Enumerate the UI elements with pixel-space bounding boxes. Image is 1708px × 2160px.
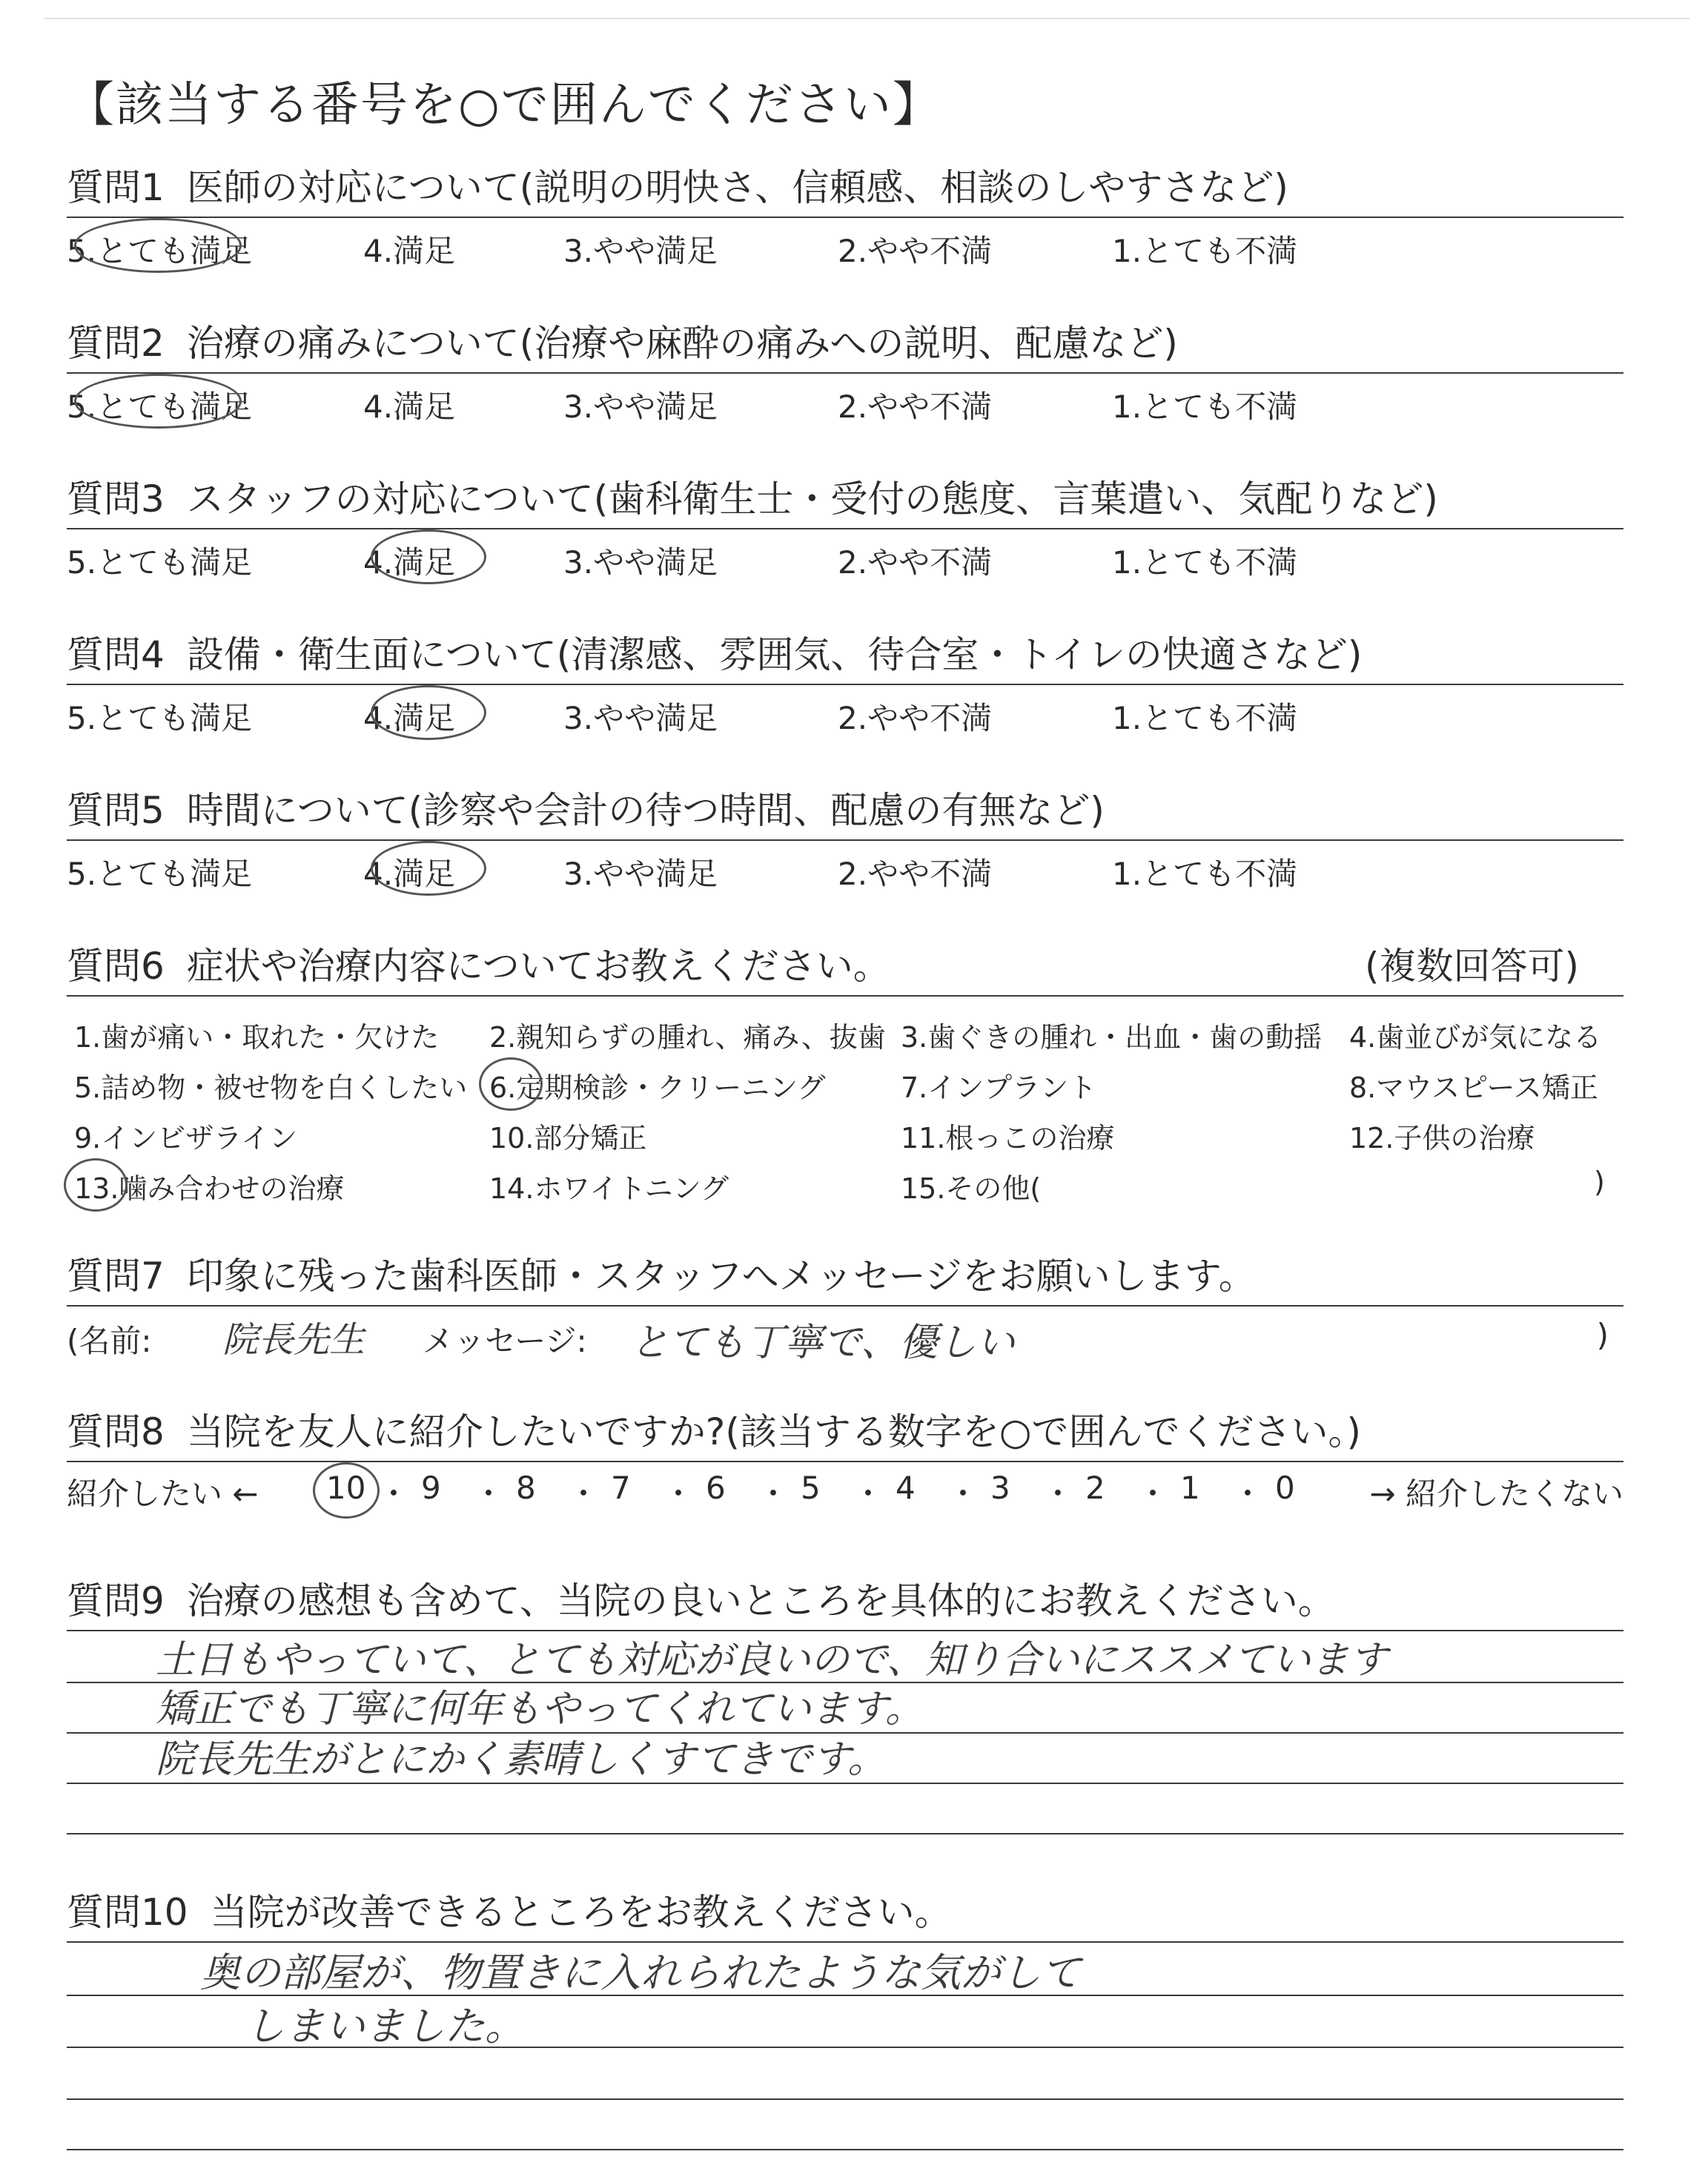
symptom-option[interactable]: 10.部分矯正 <box>489 1122 647 1155</box>
symptom-option[interactable]: 14.ホワイトニング <box>489 1172 729 1205</box>
scale-separator: ・ <box>853 1476 884 1512</box>
rating-option[interactable]: 4.満足 <box>363 544 456 581</box>
name-value: 院長先生 <box>222 1319 365 1361</box>
question-title: 当院を友人に紹介したいですか?(該当する数字を○で囲んでください。) <box>186 1410 1361 1453</box>
symptom-option[interactable]: 1.歯が痛い・取れた・欠けた <box>74 1021 440 1054</box>
question-number: 質問8 <box>67 1410 165 1453</box>
scale-value[interactable]: 9 <box>421 1470 441 1506</box>
rating-option[interactable]: 1.とても不満 <box>1112 389 1298 425</box>
selected-circle-mark <box>74 374 242 429</box>
scan-edge-line <box>44 18 1690 19</box>
question-title: 時間について(診察や会計の待つ時間、配慮の有無など) <box>186 789 1105 832</box>
question-number: 質問7 <box>67 1255 165 1298</box>
scale-value[interactable]: 7 <box>611 1470 631 1506</box>
question-title: 印象に残った歯科医師・スタッフへメッセージをお願いします。 <box>186 1255 1256 1298</box>
question-number: 質問9 <box>67 1579 165 1622</box>
symptom-option[interactable]: 4.歯並びが気になる <box>1349 1021 1602 1054</box>
question-title: 症状や治療内容についてお教えください。 <box>186 945 890 988</box>
question-number: 質問3 <box>67 478 165 521</box>
handwritten-answer-line: 矯正でも丁寧に何年もやってくれています。 <box>156 1687 924 1731</box>
scale-value[interactable]: 0 <box>1275 1470 1295 1506</box>
question-number: 質問2 <box>67 322 165 365</box>
selected-circle-mark <box>479 1057 543 1111</box>
rating-option[interactable]: 2.やや不満 <box>838 856 993 892</box>
rating-option[interactable]: 5.とても満足 <box>67 389 253 425</box>
rating-option[interactable]: 2.やや不満 <box>838 544 993 581</box>
rating-option[interactable]: 4.満足 <box>363 389 456 425</box>
name-label: (名前: <box>67 1323 152 1359</box>
scale-value[interactable]: 6 <box>706 1470 726 1506</box>
question-number: 質問10 <box>67 1891 188 1934</box>
rating-option[interactable]: 3.やや満足 <box>563 544 718 581</box>
question-number: 質問4 <box>67 633 165 676</box>
rating-option[interactable]: 1.とても不満 <box>1112 856 1298 892</box>
scale-value[interactable]: 10 <box>326 1470 366 1506</box>
symptom-option[interactable]: 13.噛み合わせの治療 <box>74 1172 345 1205</box>
message-row <box>67 1307 1623 1366</box>
close-paren: ) <box>1596 1317 1609 1353</box>
rating-option[interactable]: 4.満足 <box>363 233 456 269</box>
question-number: 質問1 <box>67 166 165 209</box>
rating-options <box>67 218 1623 271</box>
question-4 <box>67 632 1623 739</box>
recommend-scale <box>67 1462 1623 1516</box>
rating-option[interactable]: 1.とても不満 <box>1112 544 1298 581</box>
selected-circle-mark <box>371 529 486 584</box>
scale-separator: ・ <box>758 1476 790 1512</box>
symptom-option[interactable]: 15.その他( <box>901 1172 1042 1205</box>
question-2 <box>67 320 1623 427</box>
rating-option[interactable]: 3.やや満足 <box>563 700 718 736</box>
symptom-option[interactable]: ) <box>1594 1166 1605 1198</box>
rating-options <box>67 529 1623 583</box>
scale-left-label: 紹介したい ← <box>67 1476 259 1512</box>
selected-circle-mark <box>313 1462 380 1519</box>
symptom-option[interactable]: 8.マウスピース矯正 <box>1349 1071 1598 1104</box>
question-title: 治療の痛みについて(治療や麻酔の痛みへの説明、配慮など) <box>186 322 1178 365</box>
question-number: 質問6 <box>67 945 165 988</box>
rating-options <box>67 374 1623 427</box>
question-6 <box>67 943 1623 1212</box>
scale-value[interactable]: 1 <box>1180 1470 1200 1506</box>
symptom-option[interactable]: 7.インプラント <box>901 1071 1097 1104</box>
scale-separator: ・ <box>663 1476 695 1512</box>
scale-separator: ・ <box>473 1476 505 1512</box>
symptom-options <box>67 997 1623 1212</box>
scale-value[interactable]: 3 <box>990 1470 1010 1506</box>
multiple-answers-note: (複数回答可) <box>1364 945 1579 988</box>
scale-value[interactable]: 4 <box>896 1470 916 1506</box>
rating-option[interactable]: 2.やや不満 <box>838 233 993 269</box>
rating-option[interactable]: 5.とても満足 <box>67 700 253 736</box>
handwritten-answer-line: 院長先生がとにかく素晴しくすてきです。 <box>156 1737 887 1782</box>
rating-option[interactable]: 4.満足 <box>363 856 456 892</box>
rating-option[interactable]: 2.やや不満 <box>838 700 993 736</box>
question-title: 医師の対応について(説明の明快さ、信頼感、相談のしやすさなど) <box>186 166 1288 209</box>
selected-circle-mark <box>74 218 242 273</box>
handwritten-answer-line: 奥の部屋が、物置きに入れられたような気がして <box>200 1949 1081 1996</box>
selected-circle-mark <box>64 1158 128 1212</box>
question-7 <box>67 1253 1623 1366</box>
selected-circle-mark <box>371 841 486 896</box>
answer-line <box>67 1833 1623 1834</box>
symptom-option[interactable]: 9.インビザライン <box>74 1122 298 1155</box>
question-number: 質問5 <box>67 789 165 832</box>
rating-options <box>67 685 1623 739</box>
message-value: とても丁寧で、優しい <box>630 1321 1015 1365</box>
symptom-option[interactable]: 12.子供の治療 <box>1349 1122 1535 1155</box>
scale-value[interactable]: 5 <box>801 1470 821 1506</box>
scale-value[interactable]: 2 <box>1085 1470 1105 1506</box>
symptom-option[interactable]: 5.詰め物・被せ物を白くしたい <box>74 1071 468 1104</box>
scale-separator: ・ <box>1137 1476 1169 1512</box>
question-title: 当院が改善できるところをお教えください。 <box>210 1891 952 1934</box>
rating-option[interactable]: 3.やや満足 <box>563 233 718 269</box>
question-title: 治療の感想も含めて、当院の良いところを具体的にお教えください。 <box>186 1579 1335 1622</box>
rating-option[interactable]: 2.やや不満 <box>838 389 993 425</box>
scale-separator: ・ <box>568 1476 600 1512</box>
scale-separator: ・ <box>947 1476 979 1512</box>
symptom-option[interactable]: 3.歯ぐきの腫れ・出血・歯の動揺 <box>901 1021 1323 1054</box>
question-9 <box>67 1578 1623 1631</box>
scale-value[interactable]: 8 <box>516 1470 536 1506</box>
question-title: 設備・衛生面について(清潔感、雰囲気、待合室・トイレの快適さなど) <box>186 633 1363 676</box>
selected-circle-mark <box>371 685 486 740</box>
rating-option[interactable]: 5.とても満足 <box>67 856 253 892</box>
rating-options <box>67 841 1623 894</box>
scale-right-label: → 紹介したくない <box>1369 1476 1623 1512</box>
symptom-option[interactable]: 11.根っこの治療 <box>901 1122 1115 1155</box>
question-1 <box>67 165 1623 271</box>
handwritten-answer-line: しまいました。 <box>245 2003 525 2050</box>
scale-separator: ・ <box>1232 1476 1264 1512</box>
rating-option[interactable]: 5.とても満足 <box>67 544 253 581</box>
message-label: メッセージ: <box>423 1323 587 1359</box>
instruction-header: 【該当する番号を○で囲んでください】 <box>67 78 941 133</box>
question-8 <box>67 1409 1623 1516</box>
rating-option[interactable]: 3.やや満足 <box>563 389 718 425</box>
question-3 <box>67 476 1623 583</box>
question-5 <box>67 787 1623 894</box>
symptom-option[interactable]: 2.親知らずの腫れ、痛み、抜歯 <box>489 1021 886 1054</box>
symptom-option[interactable]: 6.定期検診・クリーニング <box>489 1071 826 1104</box>
handwritten-answer-line: 土日もやっていて、とても対応が良いので、知り合いにススメています <box>156 1638 1388 1682</box>
question-10 <box>67 1889 1623 1943</box>
rating-option[interactable]: 4.満足 <box>363 700 456 736</box>
rating-option[interactable]: 3.やや満足 <box>563 856 718 892</box>
answer-line <box>67 2149 1623 2150</box>
question-title: スタッフの対応について(歯科衛生士・受付の態度、言葉遣い、気配りなど) <box>186 478 1438 521</box>
scale-separator: ・ <box>1042 1476 1074 1512</box>
answer-line <box>67 2098 1623 2100</box>
rating-option[interactable]: 1.とても不満 <box>1112 233 1298 269</box>
rating-option[interactable]: 1.とても不満 <box>1112 700 1298 736</box>
rating-option[interactable]: 5.とても満足 <box>67 233 253 269</box>
scale-separator: ・ <box>378 1476 410 1512</box>
